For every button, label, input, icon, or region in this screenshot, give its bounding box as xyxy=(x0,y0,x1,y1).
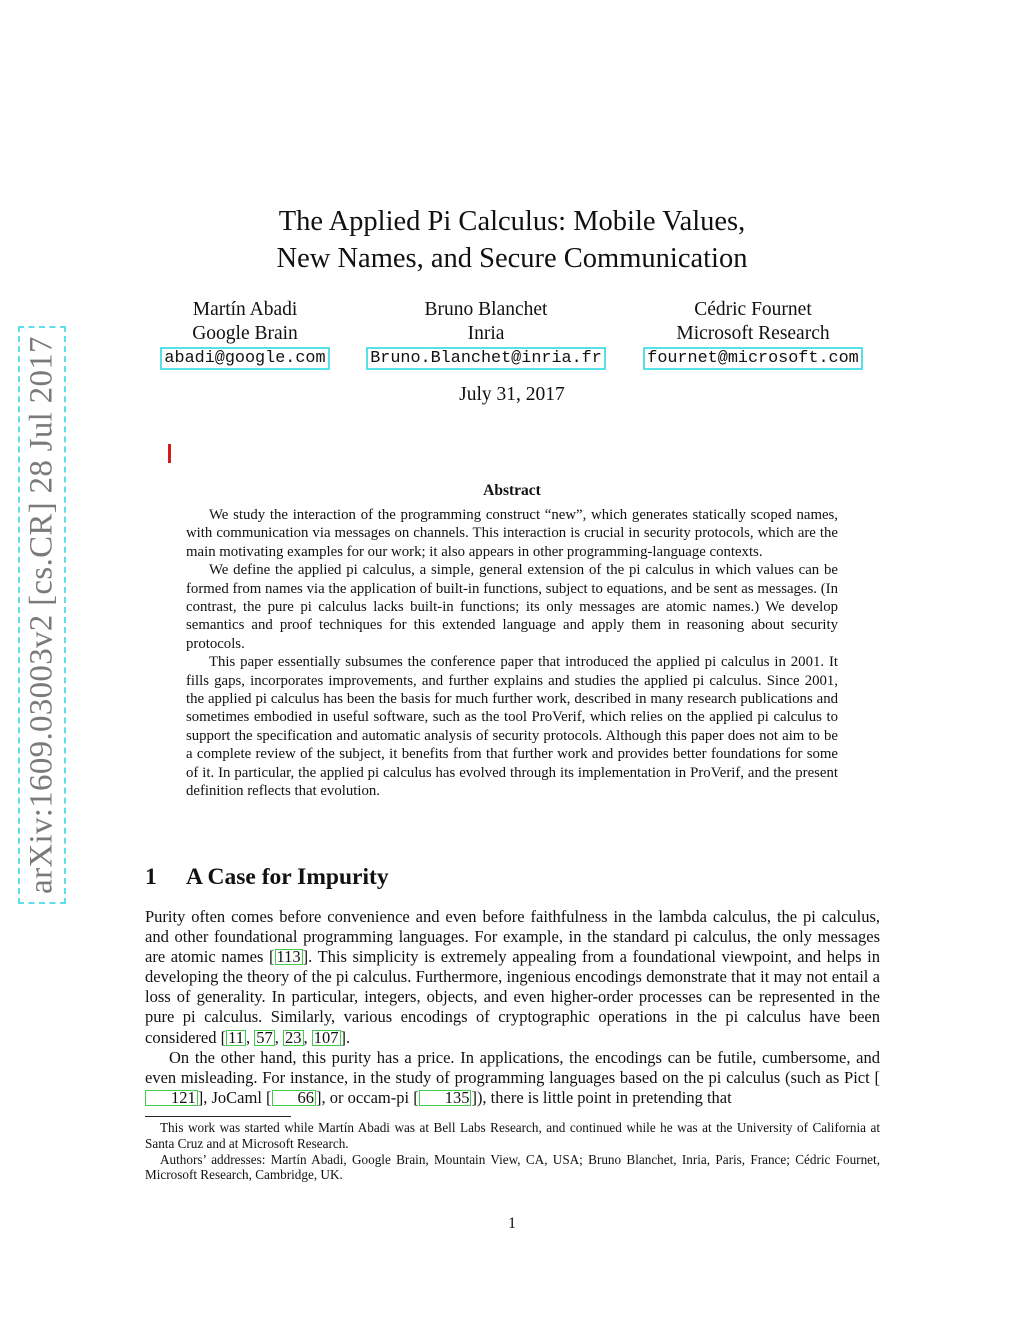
section-heading xyxy=(145,864,389,891)
body-text: On the other hand, this purity has a price. In applications, the encodings can be futile, cumbersome, and even misleading. For instance, in the study of programming languages based on the pi calculus (such as Pict xyxy=(145,1047,880,1087)
section-number: 1 xyxy=(145,864,157,890)
red-margin-marker xyxy=(168,444,171,463)
body-paragraph: Purity often comes before convenience and even before faithfulness in the lambda calculus, the pi calculus, and other foundational programming languages. For example, in the standard pi calculus, the only messages are atomic names [ 113 ]. This simplicity is extremely appealing from a foundational viewpoint, and helps in developing the theory of the pi calculus. Furthermore, ingenious encodings demonstrate that it may not entail a loss of generality. In particular, integers, objects, and even higher-order processes can be represented in the pure pi calculus. Similarly, various encodings of cryptographic operations in the pi calculus have been considered [ 11 , 57 , 23 , 107 ]. xyxy=(145,907,880,1047)
author-block-fournet xyxy=(628,298,878,370)
author-name: Bruno Blanchet xyxy=(424,299,548,320)
paper-title-line-1: The Applied Pi Calculus: Mobile Values, xyxy=(278,206,746,237)
citation-link[interactable]: 135 xyxy=(419,1090,472,1106)
footnote: This work was started while Martín Abadi was at Bell Labs Research, and continued while he was at the University of California at Santa Cruz and at Microsoft Research. xyxy=(145,1120,880,1151)
author-name: Martín Abadi xyxy=(192,299,298,320)
citation-link[interactable]: 113 xyxy=(276,947,301,967)
body-text: . This simplicity is extremely appealing from a foundational viewpoint, and helps in developing the theory of the pi calculus. Furthermore, ingenious encodings demonstrate that it may not entail a loss of generality. In particular, integers, objects, and even higher-order processes can be represented in the pure pi calculus. Similarly, various encodings of cryptographic operations in the pi calculus have been considered xyxy=(145,947,880,1047)
author-affiliation: Microsoft Research xyxy=(676,322,830,344)
section-body xyxy=(145,907,880,1108)
body-text: , JoCaml xyxy=(203,1087,267,1107)
author-block-abadi xyxy=(140,298,350,370)
paper-date: July 31, 2017 xyxy=(459,384,565,405)
citation-link[interactable]: 57 xyxy=(256,1027,273,1047)
body-text: , or occam-pi xyxy=(321,1087,414,1107)
section-title: A Case for Impurity xyxy=(186,864,389,890)
citation-link[interactable]: 66 xyxy=(272,1090,317,1106)
footnote: Authors’ addresses: Martín Abadi, Google Brain, Mountain View, CA, USA; Bruno Blanchet, Inria, Paris, France; Cédric Fournet, Microsoft Research, Cambridge, UK. xyxy=(145,1151,880,1183)
author-affiliation: Inria xyxy=(467,322,505,344)
abstract-paragraph: We study the interaction of the programming construct “new”, which generates statically scoped names, with communication via messages on channels. This interaction is crucial in security protocols, which are the main motivating examples for our work; it also appears in other programming-language contexts. xyxy=(186,507,838,560)
abstract-paragraph: We define the applied pi calculus, a simple, general extension of the pi calculus in which values can be formed from names via the application of built-in functions, subject to equations, and be sent as messages. (In contrast, the pure pi calculus lacks built-in functions; its only messages are atomic names.) We develop semantics and proof techniques for this extended language and apply them in reasoning about security protocols. xyxy=(186,562,838,652)
footnote-rule xyxy=(145,1116,291,1117)
arxiv-identifier-stamp[interactable] xyxy=(18,326,66,904)
abstract-paragraph: This paper essentially subsumes the conference paper that introduced the applied pi calculus in 2001. It fills gaps, incorporates improvements, and further explains and studies the applied pi calculus. Since 2001, the applied pi calculus has been the basis for much further work, described in many research publications and sometimes embodied in useful software, such as the tool ProVerif, which relies on the applied pi calculus to support the specification and automatic analysis of security protocols. Although this paper does not aim to be a complete review of the subject, it benefits from that further work and provides better foundations for some of it. In particular, the applied pi calculus has evolved through its implementation in ProVerif, and the present definition reflects that evolution. xyxy=(186,654,838,800)
paper-title-line-2: New Names, and Secure Communication xyxy=(276,243,748,274)
author-email-link[interactable]: fournet@microsoft.com xyxy=(643,347,862,370)
citation-link[interactable]: 23 xyxy=(285,1027,302,1047)
author-name: Cédric Fournet xyxy=(694,299,812,320)
body-text: Purity often comes before convenience and even before faithfulness in the lambda calculus, the pi calculus, and other foundational programming languages. For example, in the standard pi calculus, the only messages are atomic names xyxy=(145,907,880,967)
author-block-blanchet xyxy=(356,298,616,370)
body-paragraph: On the other hand, this purity has a price. In applications, the encodings can be futile, cumbersome, and even misleading. For instance, in the study of programming languages based on the pi calculus (such as Pict [121 ], JoCaml [ 66 ], or occam-pi [ 135 ]), there is little point in pretending that xyxy=(145,1047,880,1107)
author-email-link[interactable]: abadi@google.com xyxy=(160,347,329,370)
body-text: . xyxy=(346,1027,351,1047)
abstract-heading: Abstract xyxy=(483,482,541,499)
citation-link[interactable]: 11 xyxy=(228,1027,244,1047)
author-affiliation: Google Brain xyxy=(192,322,298,344)
paper-title xyxy=(0,203,1024,277)
footnotes xyxy=(145,1120,880,1183)
page-number: 1 xyxy=(508,1215,516,1232)
abstract-body xyxy=(186,506,838,801)
body-text: ), there is little point in pretending that xyxy=(476,1087,732,1107)
arxiv-identifier-text: arXiv:1609.03003v2 [cs.CR] 28 Jul 2017 xyxy=(23,336,60,894)
citation-link[interactable]: 121 xyxy=(145,1090,198,1106)
author-email-link[interactable]: Bruno.Blanchet@inria.fr xyxy=(366,347,606,370)
citation-link[interactable]: 107 xyxy=(313,1027,339,1047)
